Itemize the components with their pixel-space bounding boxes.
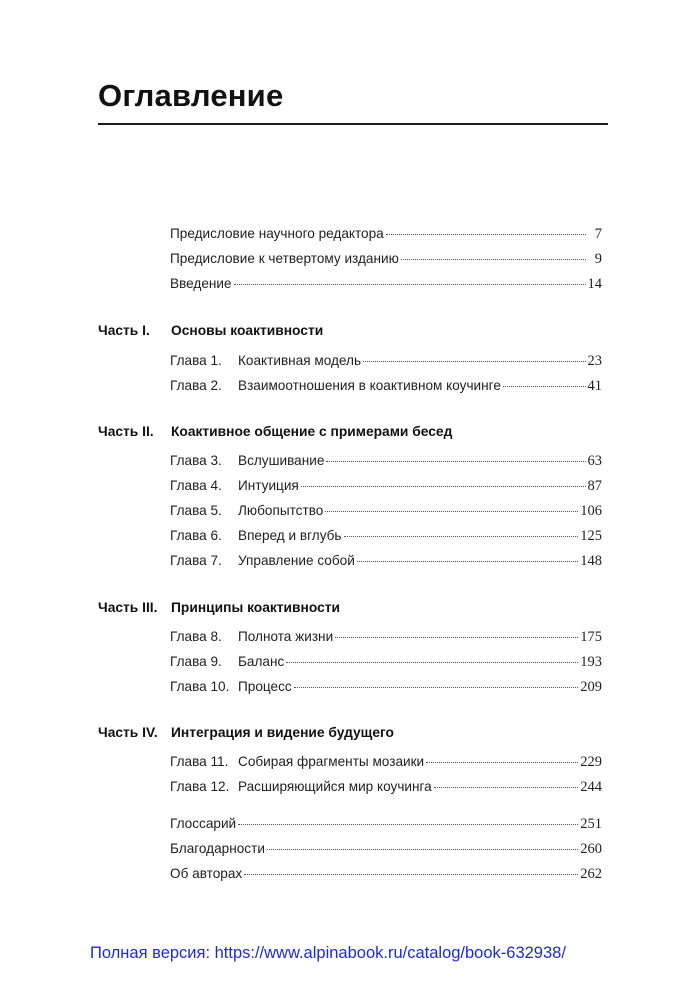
chapter-number: Глава 7. — [170, 553, 222, 568]
part-title: Основы коактивности — [171, 323, 324, 338]
toc-entry-front-2[interactable] — [170, 250, 602, 268]
chapter-title: Интуиция — [238, 478, 299, 493]
toc-chapter-5[interactable] — [170, 502, 602, 520]
chapter-number: Глава 3. — [170, 453, 222, 468]
toc-entry-label: Предисловие научного редактора — [170, 226, 384, 241]
chapter-title: Любопытство — [238, 503, 324, 518]
part-title: Коактивное общение с примерами бесед — [171, 424, 453, 439]
leader-dots — [325, 511, 578, 512]
chapter-number: Глава 4. — [170, 478, 222, 493]
toc-chapter-1[interactable] — [170, 352, 602, 370]
toc-chapter-12[interactable] — [170, 778, 602, 796]
part-heading-3 — [98, 600, 340, 615]
toc-page-number: 251 — [580, 816, 602, 832]
part-number: Часть IV. — [98, 725, 158, 740]
leader-dots — [401, 259, 586, 260]
toc-entry-label: Благодарности — [170, 841, 265, 856]
part-heading-2 — [98, 424, 452, 439]
leader-dots — [503, 386, 586, 387]
part-title: Принципы коактивности — [171, 600, 341, 615]
chapter-number: Глава 9. — [170, 654, 222, 669]
toc-page-number: 125 — [580, 528, 602, 544]
part-number: Часть I. — [98, 323, 150, 338]
leader-dots — [267, 849, 578, 850]
toc-entry-label: Об авторах — [170, 866, 243, 881]
leader-dots — [386, 234, 586, 235]
leader-dots — [234, 284, 586, 285]
toc-page-number: 244 — [580, 779, 602, 795]
leader-dots — [294, 687, 579, 688]
chapter-title: Процесс — [238, 679, 292, 694]
toc-page-number: 14 — [587, 276, 602, 292]
toc-page-number: 193 — [580, 654, 602, 670]
toc-page-number: 148 — [580, 553, 602, 569]
toc-page-number: 9 — [594, 251, 602, 267]
chapter-title: Управление собой — [238, 553, 355, 568]
toc-page-number: 209 — [580, 679, 602, 695]
chapter-title: Вслушивание — [238, 453, 325, 468]
chapter-number: Глава 1. — [170, 353, 222, 368]
toc-entry-front-3[interactable] — [170, 275, 602, 293]
toc-chapter-3[interactable] — [170, 452, 602, 470]
toc-chapter-9[interactable] — [170, 653, 602, 671]
toc-page-number: 23 — [587, 353, 602, 369]
toc-chapter-11[interactable] — [170, 753, 602, 771]
chapter-title: Баланс — [238, 654, 285, 669]
leader-dots — [244, 874, 578, 875]
chapter-title: Расширяющийся мир коучинга — [238, 779, 432, 794]
part-title: Интеграция и видение будущего — [171, 725, 394, 740]
leader-dots — [301, 486, 586, 487]
leader-dots — [434, 787, 579, 788]
chapter-number: Глава 8. — [170, 629, 222, 644]
chapter-number: Глава 2. — [170, 378, 222, 393]
toc-chapter-4[interactable] — [170, 477, 602, 495]
toc-page-number: 41 — [587, 378, 602, 394]
chapter-title: Вперед и вглубь — [238, 528, 342, 543]
toc-entry-label: Предисловие к четвертому изданию — [170, 251, 399, 266]
chapter-title: Взаимоотношения в коактивном коучинге — [238, 378, 501, 393]
leader-dots — [326, 461, 585, 462]
toc-page-number: 87 — [587, 478, 602, 494]
chapter-number: Глава 5. — [170, 503, 222, 518]
chapter-title: Полнота жизни — [238, 629, 334, 644]
toc-page-number: 106 — [580, 503, 602, 519]
leader-dots — [344, 536, 579, 537]
leader-dots — [363, 361, 585, 362]
toc-entry-back-3[interactable] — [170, 865, 602, 883]
toc-page-number: 229 — [580, 754, 602, 770]
toc-chapter-7[interactable] — [170, 552, 602, 570]
toc-chapter-8[interactable] — [170, 628, 602, 646]
chapter-title: Коактивная модель — [238, 353, 362, 368]
part-number: Часть III. — [98, 600, 158, 615]
toc-entry-back-1[interactable] — [170, 815, 602, 833]
toc-entry-label: Введение — [170, 276, 232, 291]
toc-chapter-10[interactable] — [170, 678, 602, 696]
toc-page-number: 262 — [580, 866, 602, 882]
leader-dots — [335, 637, 578, 638]
chapter-number: Глава 12. — [170, 779, 230, 794]
chapter-number: Глава 11. — [170, 754, 229, 769]
toc-page-number: 7 — [594, 226, 602, 242]
leader-dots — [426, 762, 578, 763]
full-version-link[interactable]: Полная версия: https://www.alpinabook.ru/catalog/book-632938/ — [90, 944, 566, 962]
chapter-title: Собирая фрагменты мозаики — [238, 754, 425, 769]
toc-page-number: 260 — [580, 841, 602, 857]
toc-page-number: 63 — [587, 453, 602, 469]
page-title: Оглавление — [98, 78, 284, 113]
leader-dots — [286, 662, 578, 663]
toc-chapter-6[interactable] — [170, 527, 602, 545]
toc-entry-label: Глоссарий — [170, 816, 237, 831]
leader-dots — [357, 561, 578, 562]
chapter-number: Глава 10. — [170, 679, 230, 694]
part-number: Часть II. — [98, 424, 154, 439]
chapter-number: Глава 6. — [170, 528, 222, 543]
leader-dots — [238, 824, 578, 825]
toc-chapter-2[interactable] — [170, 377, 602, 395]
toc-entry-back-2[interactable] — [170, 840, 602, 858]
toc-entry-front-1[interactable] — [170, 225, 602, 243]
toc-page-number: 175 — [580, 629, 602, 645]
part-heading-4 — [98, 725, 394, 740]
part-heading-1 — [98, 323, 323, 338]
